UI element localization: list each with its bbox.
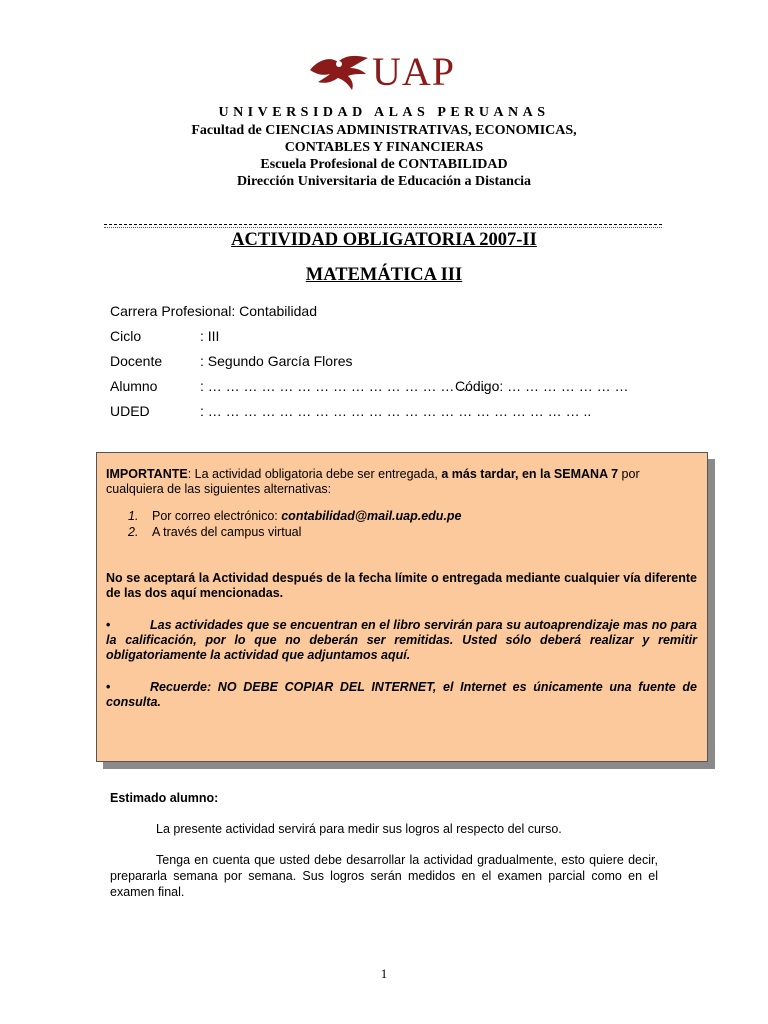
paragraph-2: Tenga en cuenta que usted debe desarrollar la actividad gradualmente, esto quiere decir, prepararla semana por semana. Sus logros serán medidos en el examen parcial como en el examen final. xyxy=(110,853,658,899)
university-name: UNIVERSIDAD ALAS PERUANAS xyxy=(218,105,550,120)
header-divider xyxy=(104,224,662,225)
uded-value: : … … … … … … … … … … … … … … … … … … … … … .. xyxy=(200,403,592,419)
notice-bullet xyxy=(106,680,697,710)
eagle-emblem-icon xyxy=(308,52,370,92)
uap-logo xyxy=(308,48,473,96)
email-link[interactable]: contabilidad@mail.uap.edu.pe xyxy=(281,509,462,523)
document-header xyxy=(100,104,668,190)
uded-label: UDED xyxy=(110,403,150,419)
important-label: IMPORTANTE xyxy=(106,467,188,481)
ciclo-value: : III xyxy=(200,328,220,344)
intro-text-a: : La actividad obligatoria debe ser entregada, xyxy=(187,467,442,481)
notice-intro xyxy=(106,467,697,497)
list-item-number: 2. xyxy=(128,525,139,539)
school-name: Escuela Profesional de CONTABILIDAD xyxy=(260,157,508,172)
activity-title: ACTIVIDAD OBLIGATORIA 2007-II xyxy=(231,230,537,250)
course-title: MATEMÁTICA III xyxy=(305,265,463,285)
delivery-options-list xyxy=(106,509,697,541)
list-item xyxy=(106,525,697,541)
logo-text: UAP xyxy=(372,49,456,94)
bullet-text: Las actividades que se encuentran en el libro servirán para su autoaprendizaje mas no para la calificación, por lo que no deberán ser remitidas. Usted sólo deberá realizar y remitir obligatoriamente la actividad que adjuntamos aquí. xyxy=(106,618,697,662)
alumno-value: : … … … … … … … … … … … … … … … … xyxy=(200,378,491,394)
ciclo-label: Ciclo xyxy=(110,328,142,344)
list-item-text: A través del campus virtual xyxy=(152,525,302,539)
notice-bullet xyxy=(106,618,697,663)
header-divider-secondary xyxy=(104,227,662,228)
direction-name: Dirección Universitaria de Educación a Distancia xyxy=(236,174,532,189)
intro-text-b: por cualquiera de las siguientes alternativas: xyxy=(106,467,640,496)
deadline-warning: No se aceptará la Actividad después de la fecha límite o entregada mediante cualquier vía diferente de las dos aquí mencionadas. xyxy=(106,571,697,600)
career-text: Carrera Profesional: Contabilidad xyxy=(110,303,317,319)
page-number: 1 xyxy=(380,966,388,981)
list-item-text: Por correo electrónico: xyxy=(152,509,282,523)
bullet-text: Recuerde: NO DEBE COPIAR DEL INTERNET, el Internet es únicamente una fuente de consulta. xyxy=(106,680,697,709)
deadline-text: a más tardar, en la SEMANA 7 xyxy=(441,467,619,481)
alumno-label: Alumno xyxy=(110,378,158,394)
paragraph-1: La presente actividad servirá para medir sus logros al respecto del curso. xyxy=(156,822,562,836)
docente-label: Docente xyxy=(110,353,163,369)
list-item xyxy=(106,509,697,525)
bullet-icon: • xyxy=(106,618,111,632)
list-item-number: 1. xyxy=(128,509,139,523)
faculty-line-2: CONTABLES Y FINANCIERAS xyxy=(284,140,484,155)
faculty-line-1: Facultad de CIENCIAS ADMINISTRATIVAS, ECONOMICAS, xyxy=(191,123,577,138)
bullet-icon: • xyxy=(106,680,111,694)
greeting: Estimado alumno: xyxy=(110,791,219,805)
codigo-field: Código: … … … … … … … xyxy=(455,378,629,394)
docente-value: : Segundo García Flores xyxy=(200,353,353,369)
important-notice-box xyxy=(96,452,708,762)
